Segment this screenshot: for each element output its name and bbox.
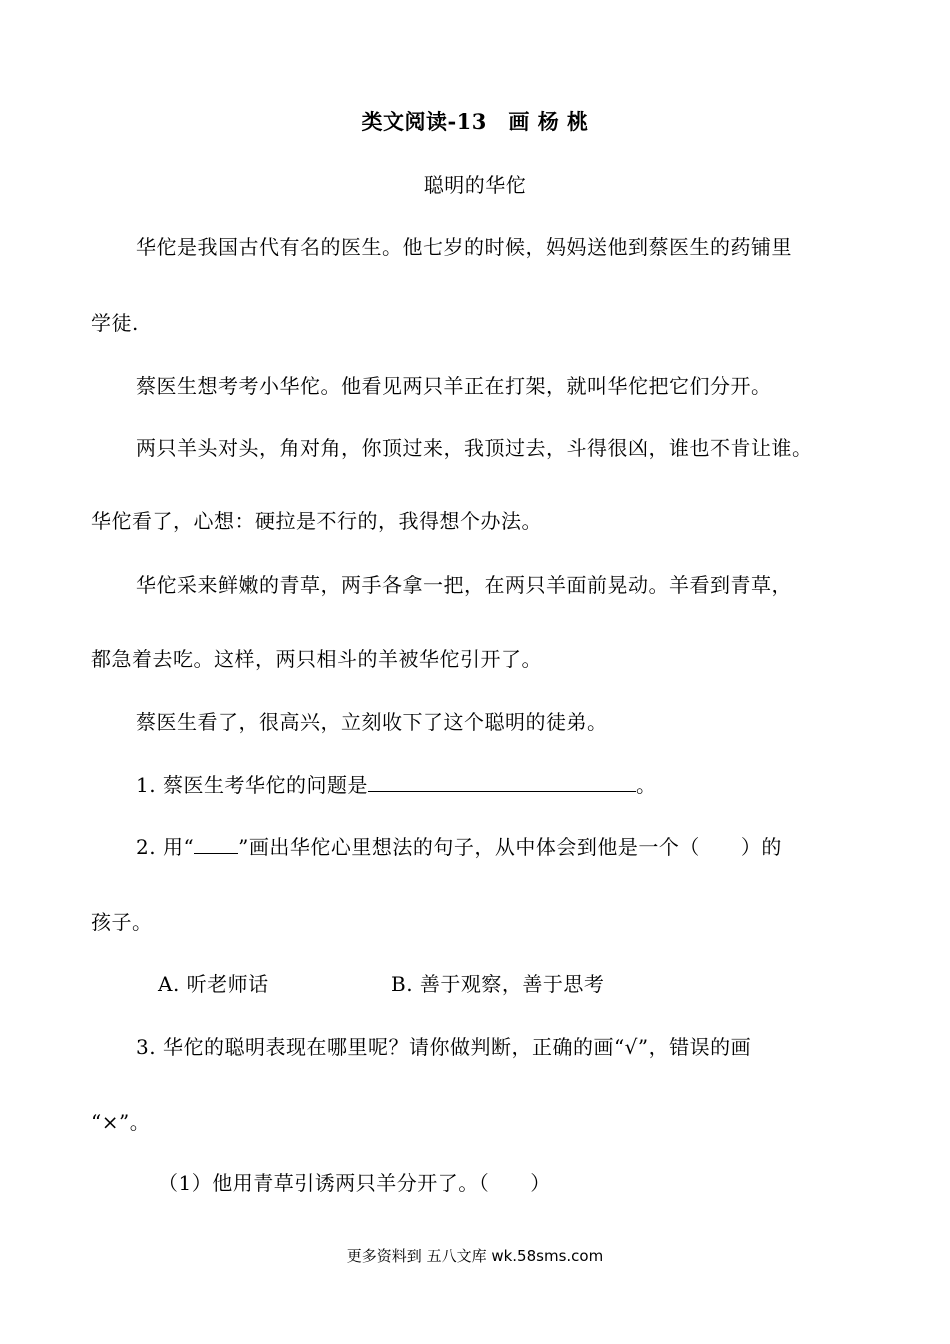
answer-blank[interactable] xyxy=(368,773,636,792)
question-2-continuation: 孩子。 xyxy=(91,910,153,934)
paragraph-5: 蔡医生看了，很高兴，立刻收下了这个聪明的徒弟。 xyxy=(136,710,608,734)
story-title: 聪明的华佗 xyxy=(423,173,527,197)
question-3-line-2: “×”。 xyxy=(91,1110,151,1134)
question-3-item-1: （1）他用青草引诱两只羊分开了。（ ） xyxy=(158,1171,551,1195)
paragraph-2: 蔡医生想考考小华佗。他看见两只羊正在打架，就叫华佗把它们分开。 xyxy=(136,374,772,398)
paragraph-1-line-2: 学徒. xyxy=(91,311,139,335)
paragraph-4-line-2: 都急着去吃。这样，两只相斗的羊被华佗引开了。 xyxy=(91,647,542,671)
paragraph-1-line-1: 华佗是我国古代有名的医生。他七岁的时候，妈妈送他到蔡医生的药铺里 xyxy=(136,235,792,259)
paragraph-3-line-2: 华佗看了，心想：硬拉是不行的，我得想个办法。 xyxy=(91,509,542,533)
question-1-end: 。 xyxy=(635,773,657,797)
underline-sample xyxy=(194,835,238,854)
footer-text: 更多资料到 五八文库 wk.58sms.com xyxy=(346,1247,604,1265)
question-3-line-1: 3. 华佗的聪明表现在哪里呢？请你做判断，正确的画“√”，错误的画 xyxy=(136,1035,752,1059)
question-1 xyxy=(136,772,656,798)
paragraph-4-line-1: 华佗采来鲜嫩的青草，两手各拿一把，在两只羊面前晃动。羊看到青草， xyxy=(136,573,792,597)
question-2 xyxy=(136,834,782,860)
question-2-text-start: 2. 用“ xyxy=(136,835,195,859)
paragraph-3-line-1: 两只羊头对头，角对角，你顶过来，我顶过去，斗得很凶，谁也不肯让谁。 xyxy=(136,436,813,460)
question-1-text: 1. 蔡医生考华佗的问题是 xyxy=(136,773,368,797)
question-2-text-end: ”画出华佗心里想法的句子，从中体会到他是一个（ ）的 xyxy=(238,835,782,859)
option-a[interactable]: A. 听老师话 xyxy=(158,972,269,996)
page-title: 类文阅读-13 画 杨 桃 xyxy=(361,109,589,134)
option-b[interactable]: B. 善于观察，善于思考 xyxy=(391,972,605,996)
